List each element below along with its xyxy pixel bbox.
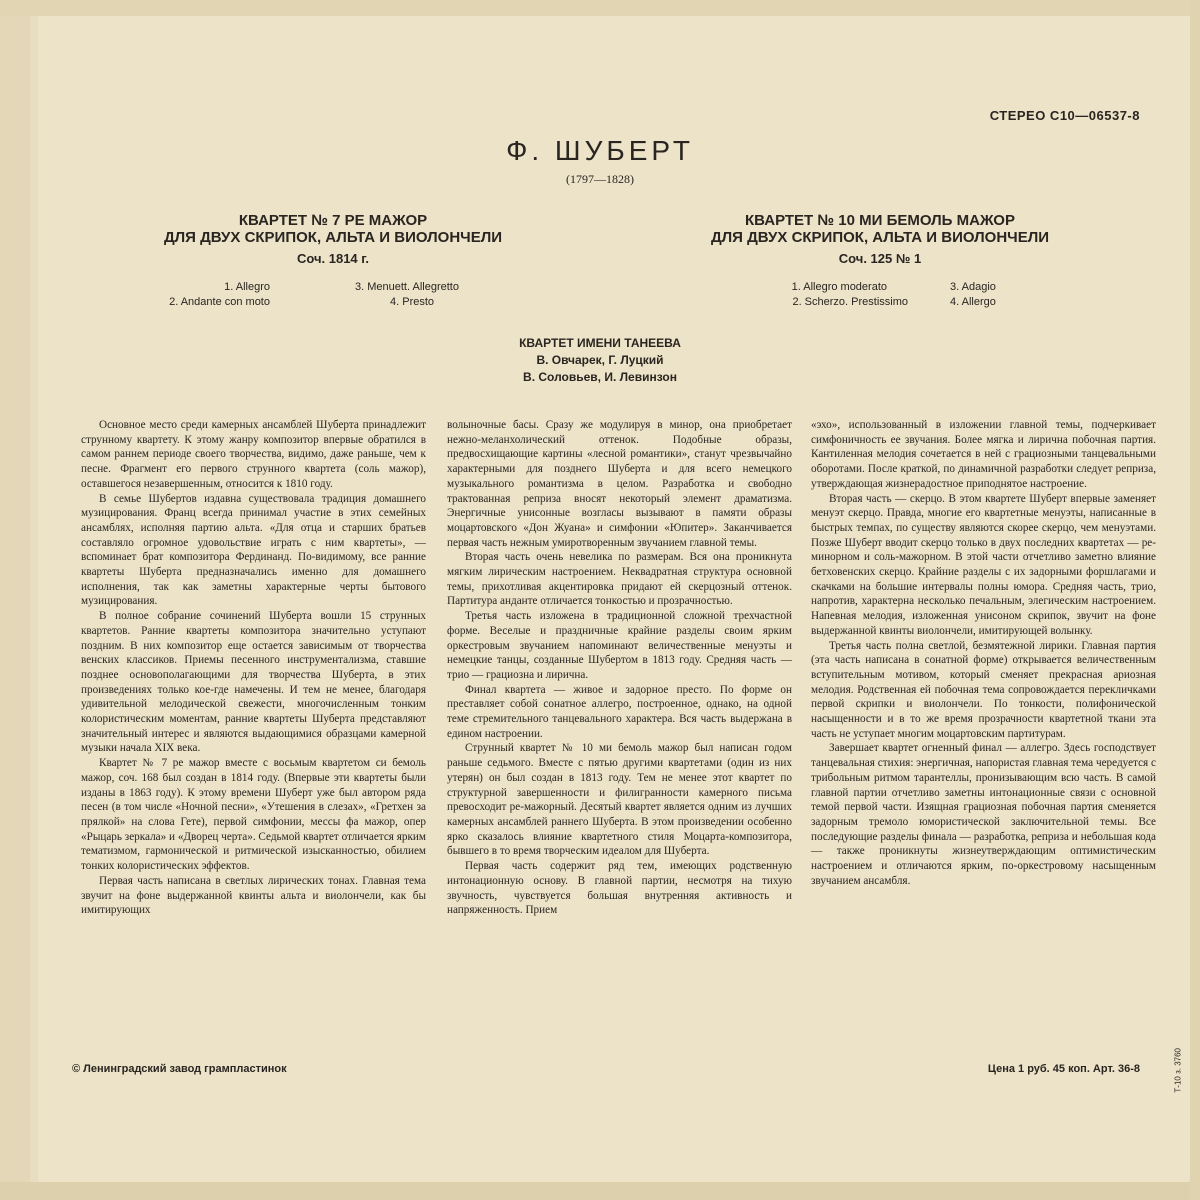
movement-item: 2. Andante con moto [169,296,270,308]
text-column-2 [447,418,792,918]
composer-years: (1797—1828) [566,172,634,186]
text-column-1 [81,418,426,918]
text-column-3 [811,418,1156,889]
performers-block [400,335,800,386]
work-right-opus: Соч. 125 № 1 [838,251,922,266]
movement-item: 4. Allergo [950,296,996,308]
performers-line2: В. Соловьев, И. Левинзон [523,370,677,384]
paragraph: Первая часть написана в светлых лирических тонах. Главная тема звучит на фоне выдержанной квинты альта и виолончели, как бы имитирующих [81,874,426,917]
movement-item: 3. Adagio [950,281,996,293]
paragraph: Первая часть содержит ряд тем, имеющих родственную интонационную основу. В главной партии, несмотря на тихую звучность, чувствуется большая внутренняя активность и напряженность. Прием [447,860,792,917]
paragraph: волыночные басы. Сразу же модулируя в минор, она приобретает нежно-меланхолический оттенок. Подобные образы, предвосхищающие картины «лесной романтики», станут чрезвычайно характерными для позднего Шуберта и для всего немецкого музыкального романтизма в целом. Разработка и свободно трактованная реприза вносят некоторый элемент драматизма. Энергичные унисонные возгласы вызывают в памяти образы моцартовского «Дон Жуана» и симфонии «Юпитер». Заканчивается первая часть нежным умиротворенным звучанием главной темы. [447,419,792,549]
paragraph: «эхо», использованный в изложении главной темы, подчеркивает симфоничность ее звучания. Более мягка и лирична побочная партия. Кантиленная мелодия сочетается в ней с грациозными танцевальными оборотами. После краткой, по динамичной разработки следует реприза, утверждающая жизнерадостное приподнятое настроение. [811,419,1156,490]
paragraph: Вторая часть очень невелика по размерам. Вся она проникнута мягким лирическим настроением. Неквадратная структура основной темы, прихотливая акцентировка придают ей скерцозный оттенок. Партитура анданте отличается тонкостью и прозрачностью. [447,551,792,608]
paragraph: Завершает квартет огненный финал — аллегро. Здесь господствует танцевальная стихия: энергичная, напористая главная тема чередуется с трибольным ритмом тарантеллы, пронизывающим всю часть. В самой главной партии отчетливо заметны интонационные связи с основной темой первой части. Изящная грациозная побочная партия сменяется задорным тремоло юмористической заключительной темы. Все последующие разделы финала — разработка, реприза и небольшая кода — также проникнуты жизнеутверждающим оптимистическим настроением и отличаются ярким, по-оркестровому насыщенным звучанием ансамбля. [811,742,1156,887]
ensemble-name: КВАРТЕТ ИМЕНИ ТАНЕЕВА [519,336,681,350]
performers-line1: В. Овчарек, Г. Луцкий [536,353,664,367]
work-right-heading [670,212,1090,267]
paragraph: В семье Шубертов издавна существовала традиция домашнего музицирования. Франц всегда принимал участие в этих семейных ансамблях, исполняя партию альта. «Для отца и старших братьев составляло огромное удовольствие играть с ним квартеты», — вспоминает брат композитора Фердинанд. По-видимому, все ранние квартеты Шуберта предназначались именно для домашнего исполнения, так как заметны характерные черты бытового музицирования. [81,492,426,608]
price-line: Цена 1 руб. 45 коп. Арт. 36-8 [987,1063,1140,1075]
paragraph: В полное собрание сочинений Шуберта вошли 15 струнных квартетов. Ранние квартеты композитора значительно уступают поздним. В них композитор еще остается зависимым от творчества венских классиков. Приемы песенного инструментализма, ставшие позднее основополагающими для творчества Шуберта, в этих произведениях только кое-где намечены. И тем не менее, благодаря удивительной мелодической свежести, многочисленным тонким колористическим моментам, ранние квартеты Шуберта представляют значительный интерес и являются выдающимися образцами камерной музыки начала XIX века. [81,610,426,755]
sleeve-edge-top [0,0,1200,16]
paragraph: Вторая часть — скерцо. В этом квартете Шуберт впервые заменяет менуэт скерцо. Правда, многие его квартетные менуэты, написанные в быстрых темпах, по существу являются скорее скерцо, чем менуэтами. Позже Шуберт вводит скерцо только в двух последних квартетах — ре-минорном и соль-мажорном. В этой части отчетливо заметно влияние бетховенских скерцо. Крайние разделы с их задорными форшлагами и скачками на большие интервалы полны юмора. Средняя часть, трио, напротив, характерна несколько печальным, элегическим настроением. Напевная мелодия, изложенная унисоном скрипок, звучит на фоне выдержанной квинты виолончели, имитирующей волынку. [811,492,1156,637]
paragraph: Финал квартета — живое и задорное престо. По форме он преставляет собой сонатное аллегро, построенное, однако, на одной теме стремительного танцевального характера. Вся часть выдержана в едином настроении. [447,683,792,740]
composer-name: Ф. ШУБЕРТ [506,135,694,166]
catalog-number: СТЕРЕО С10—06537-8 [989,108,1140,123]
work-left-heading [123,212,543,267]
movement-item: 1. Allegro moderato [791,281,887,293]
work-right-title1: КВАРТЕТ № 10 МИ БЕМОЛЬ МАЖОР [745,212,1015,229]
movement-item: 4. Presto [390,296,435,308]
paragraph: Струнный квартет № 10 ми бемоль мажор был написан годом раньше седьмого. Вместе с пятью другими квартетами (один из них утерян) он был создан в 1813 году. Тем не менее этот квартет по структурной завершенности и филигранности камерного письма превосходит ре-мажорный. Десятый квартет является одним из лучших камерных ансамблей раннего Шуберта. В этом произведении особенно ярко сказалось влияние квартетного стиля Моцарта-композитора, бывшего в то время творческим идеалом для Шуберта. [447,742,792,858]
movement-item: 2. Scherzo. Prestissimo [792,296,908,308]
paragraph: Основное место среди камерных ансамблей Шуберта принадлежит струнному квартету. К этому жанру композитор впервые обратился в самом раннем периоде своего творчества, видимо, даже раньше, чем к песне. Фрагмент его первого струнного квартета (соль мажор), оставшегося незавершенным, относится к 1810 году. [81,419,426,490]
manufacturer-credit: © Ленинградский завод грампластинок [72,1063,287,1075]
movement-item: 1. Allegro [224,281,270,293]
work-right-title2: ДЛЯ ДВУХ СКРИПОК, АЛЬТА И ВИОЛОНЧЕЛИ [710,229,1050,246]
paragraph: Третья часть изложена в традиционной сложной трехчастной форме. Веселые и праздничные крайние разделы своим ярким оркестровым звучанием напоминают величественные менуэты и немецкие танцы, созданные Шубертом в 1813 году. Средняя часть — трио — грациозна и лирична. [447,610,792,681]
work-left-opus: Соч. 1814 г. [296,251,370,266]
work-left-title2: ДЛЯ ДВУХ СКРИПОК, АЛЬТА И ВИОЛОНЧЕЛИ [163,229,503,246]
paragraph: Третья часть полна светлой, безмятежной лирики. Главная партия (эта часть написана в сонатной форме) открывается величественным вступительным мотивом, который сменяет прекрасная ариозная мелодия. Родственная ей побочная тема сопровождается перекличками первой скрипки и виолончели. По тонкости, полифонической насыщенности и в то же время прозрачности квартетной ткани эта часть не уступает многим моцартовским партитурам. [811,639,1156,740]
paragraph: Квартет № 7 ре мажор вместе с восьмым квартетом си бемоль мажор, соч. 168 был создан в 1814 году. (Впервые эти квартеты были изданы в 1863 году). К этому времени Шуберт уже был автором ряда песен (в том числе «Ночной песни», «Утешения в слезах», «Гретхен за прялкой» на слова Гете), первой симфонии, мессы фа мажор, опер «Рыцарь зеркала» и «Дворец черта». Седьмой квартет отличается ярким тематизмом, гармонической и ритмической изысканностью, обилием тонких колористических эффектов. [81,757,426,873]
sleeve-edge-bottom [0,1182,1200,1200]
print-code: Т-10 з. 3760 [1174,1048,1183,1093]
work-left-title1: КВАРТЕТ № 7 РЕ МАЖОР [238,212,428,229]
movement-item: 3. Menuett. Allegretto [355,281,459,293]
